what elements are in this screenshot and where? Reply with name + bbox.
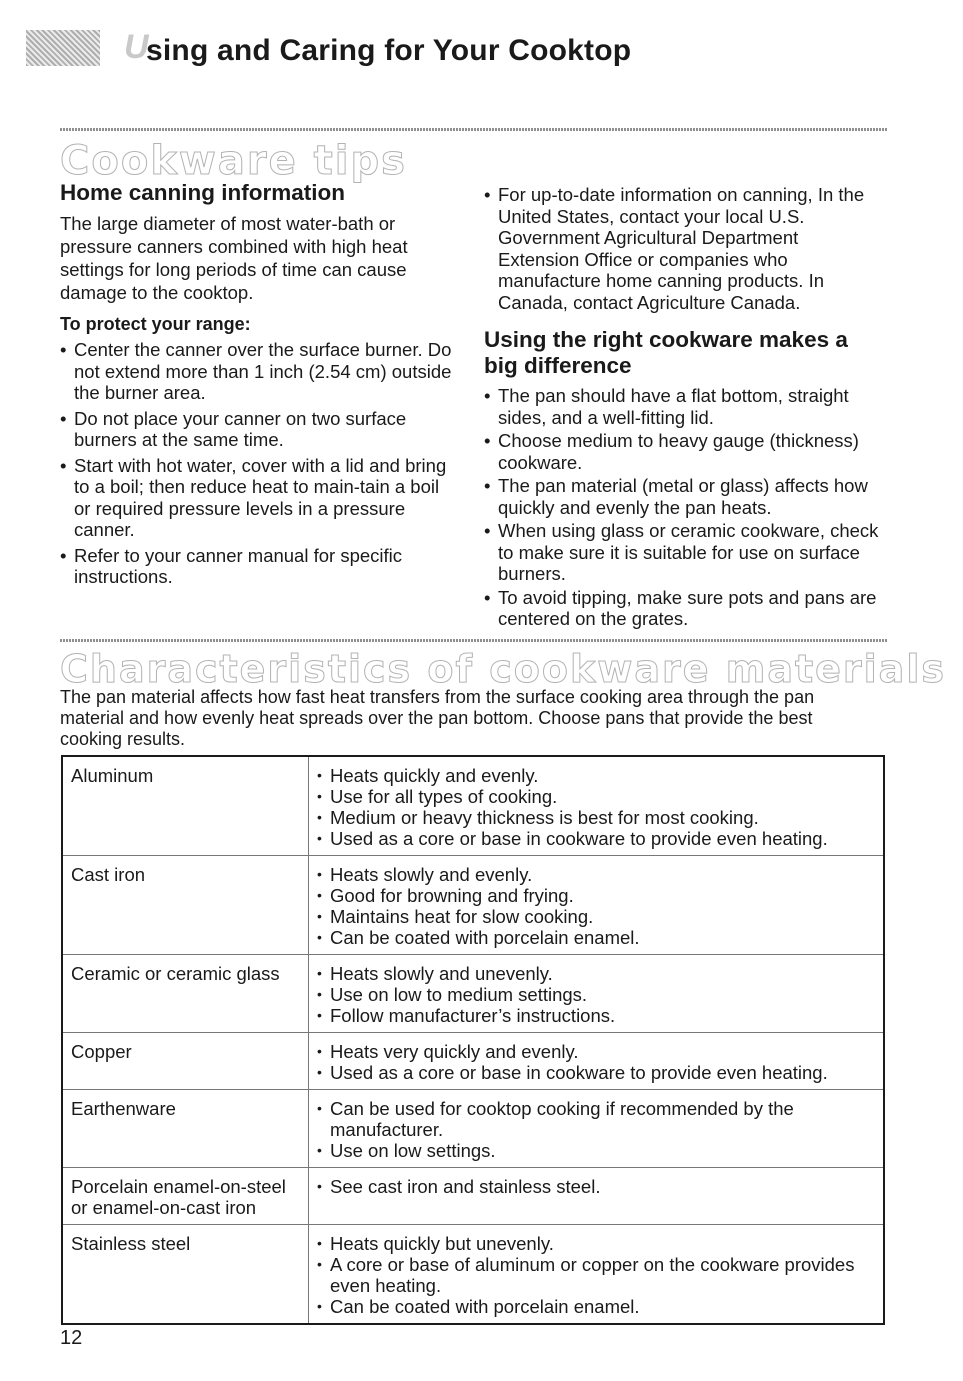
page-number: 12 [60,1327,83,1349]
list-item: • Can be used for cooktop cooking if recommended by the manufacturer. [317,1098,875,1140]
table-row [62,1225,884,1325]
list-item: • Start with hot water, cover with a lid and bring to a boil; then reduce heat to main-tain a boil or required pressure levels in a pressure canner. [60,455,455,541]
table-row [62,1168,884,1225]
list-item: • Good for browning and frying. [317,885,875,906]
table-row [62,1090,884,1168]
right-cookware-heading: Using the right cookware makes a big difference [484,327,848,378]
material-name: Aluminum [62,756,309,856]
materials-table [61,755,885,1325]
table-row [62,856,884,955]
list-item: • The pan material (metal or glass) affects how quickly and evenly the pan heats. [484,475,884,518]
list-item: • Medium or heavy thickness is best for most cooking. [317,807,875,828]
list-item: • Follow manufacturer’s instructions. [317,1005,875,1026]
section-title-cookware-tips: Cookware tips [60,138,407,184]
protect-range-subheading: To protect your range: [60,314,251,334]
list-item: • Maintains heat for slow cooking. [317,906,875,927]
divider [60,639,888,642]
home-canning-section [60,180,455,592]
material-name: Cast iron [62,856,309,955]
home-canning-heading: Home canning information [60,180,346,205]
list-item: • See cast iron and stainless steel. [317,1176,875,1197]
materials-intro: The pan material affects how fast heat transfers from the surface cooking area through the pan material and how evenly heat spreads over the pan bottom. Choose pans that provide the best cooking results. [60,687,815,749]
material-notes [309,1225,885,1325]
list-item: • To avoid tipping, make sure pots and pans are centered on the grates. [484,587,884,630]
table-row [62,756,884,856]
list-item: • Heats very quickly and evenly. [317,1041,875,1062]
home-canning-paragraph: The large diameter of most water-bath or pressure canners combined with high heat settings for long periods of time can cause damage to the cooktop. [60,213,408,303]
list-item: • Do not place your canner on two surface burners at the same time. [60,408,455,451]
material-name: Stainless steel [62,1225,309,1325]
right-column [484,184,884,632]
list-item: • For up-to-date information on canning, In the United States, contact your local U.S. Government Agricultural Department Extension Office or companies who manufacture home canning products. In Canada, contact Agriculture Canada. [484,184,884,313]
page-title: sing and Caring for Your Cooktop [146,34,632,67]
list-item: • When using glass or ceramic cookware, check to make sure it is suitable for use on surface burners. [484,520,884,585]
list-item: • Choose medium to heavy gauge (thickness) cookware. [484,430,884,473]
list-item: • Center the canner over the surface burner. Do not extend more than 1 inch (2.54 cm) outside the burner area. [60,339,455,404]
material-notes [309,856,885,955]
list-item: • Refer to your canner manual for specific instructions. [60,545,455,588]
table-row [62,1033,884,1090]
list-item: • Can be coated with porcelain enamel. [317,927,875,948]
list-item: • The pan should have a flat bottom, straight sides, and a well-fitting lid. [484,385,884,428]
section-title-materials: Characteristics of cookware materials [60,647,946,691]
header-decoration [26,30,100,66]
list-item: • Use on low to medium settings. [317,984,875,1005]
protect-range-list [60,339,455,588]
material-name: Copper [62,1033,309,1090]
list-item: • Used as a core or base in cookware to provide even heating. [317,828,875,849]
material-notes [309,756,885,856]
canning-info-list [484,184,884,313]
material-name: Ceramic or ceramic glass [62,955,309,1033]
divider [60,128,888,131]
list-item: • Heats quickly but unevenly. [317,1233,875,1254]
list-item: • Heats slowly and evenly. [317,864,875,885]
material-name: Earthenware [62,1090,309,1168]
header-initial: U [124,28,149,66]
material-notes [309,1168,885,1225]
list-item: • Can be coated with porcelain enamel. [317,1296,875,1317]
list-item: • Used as a core or base in cookware to provide even heating. [317,1062,875,1083]
list-item: • Use for all types of cooking. [317,786,875,807]
table-row [62,955,884,1033]
list-item: • Heats slowly and unevenly. [317,963,875,984]
list-item: • A core or base of aluminum or copper on the cookware provides even heating. [317,1254,875,1296]
material-notes [309,1090,885,1168]
material-name: Porcelain enamel-on-steel or enamel-on-cast iron [62,1168,309,1225]
material-notes [309,955,885,1033]
list-item: • Heats quickly and evenly. [317,765,875,786]
right-cookware-list [484,385,884,630]
material-notes [309,1033,885,1090]
list-item: • Use on low settings. [317,1140,875,1161]
